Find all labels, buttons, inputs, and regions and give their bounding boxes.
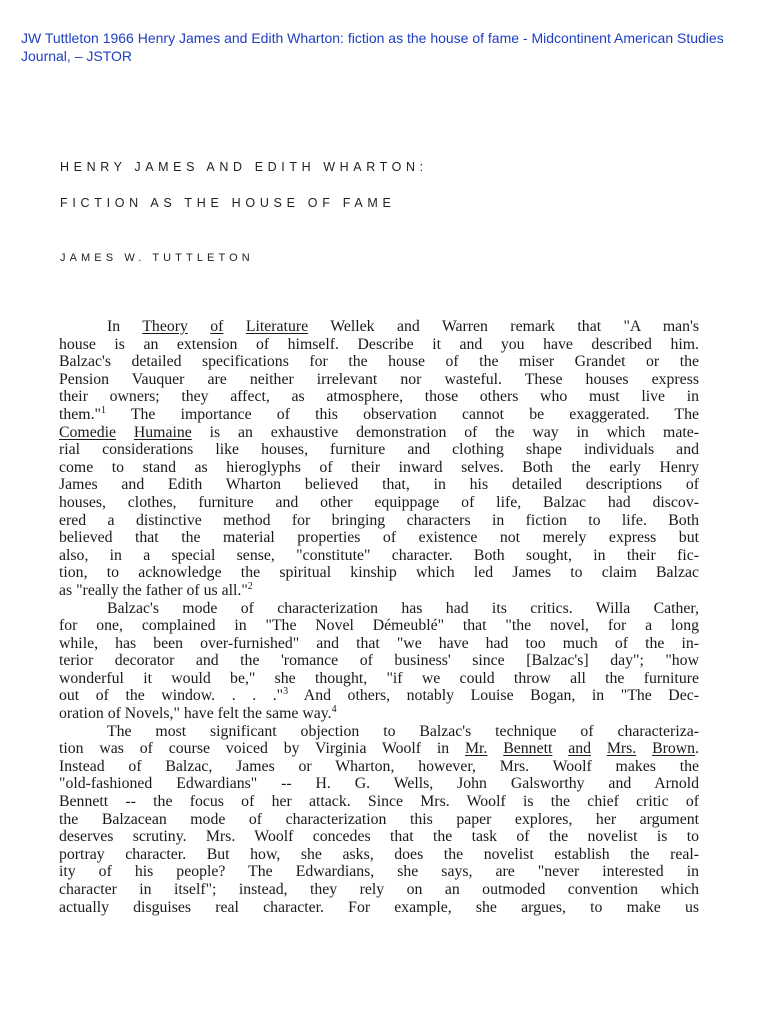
body-line: oration of Novels," have felt the same way.$^4$ [59,704,337,723]
body-line: wonderful it would be," she thought, "if we could throw all the furniture [59,669,699,687]
body-line: James and Edith Wharton believed that, in his detailed descriptions of [59,476,699,494]
article-title-line-2: FICTION AS THE HOUSE OF FAME [60,196,396,210]
body-line: them."$^1$ The importance of this observation cannot be exaggerated. The [59,404,699,423]
body-line: while, has been over-furnished" and that "we have had too much of the in- [59,634,699,652]
footnote-marker: 1 [100,404,106,416]
body-line: portray character. But how, she asks, does the novelist establish the real- [59,845,699,863]
footnote-marker: 4 [331,704,337,716]
footnote-marker: 2 [247,580,253,592]
article-title-line-1: HENRY JAMES AND EDITH WHARTON: [60,160,428,174]
body-line: terior decorator and the 'romance of business' since [Balzac's] day"; "how [59,652,699,670]
body-line: Bennett -- the focus of her attack. Since Mrs. Woolf is the chief critic of [59,793,699,811]
body-line: Balzac's detailed specifications for the house of the miser Grandet or the [59,353,699,371]
article-body [59,318,699,916]
body-line: come to stand as hieroglyphs of their inward selves. Both the early Henry [59,458,699,476]
book-title: Comedie [59,423,117,441]
body-line: In Theory of Literature Wellek and Warren remark that "A man's [107,318,700,335]
body-line: The most significant objection to Balzac's technique of characteriza- [107,722,699,740]
book-title: Theory [142,318,188,335]
body-line: as "really the father of us all."$^2$ [59,580,253,599]
body-line: the Balzacean mode of characterization this paper explores, her argument [59,810,699,828]
body-line: ity of his people? The Edwardians, she says, are "never interested in [59,863,699,881]
body-line: also, in a special sense, "constitute" character. Both sought, in their fic- [59,546,699,564]
body-line: tion was of course voiced by Virginia Woolf in Mr. Bennett and Mrs. Brown. [59,740,700,758]
body-line: actually disguises real character. For example, she argues, to make us [59,898,699,916]
article-author: JAMES W. TUTTLETON [60,252,254,264]
footnote-marker: 3 [283,686,289,698]
body-line: tion, to acknowledge the spiritual kinship which led James to claim Balzac [59,564,699,582]
body-line: Balzac's mode of characterization has had its critics. Willa Cather, [107,599,699,617]
citation-link[interactable] [21,29,756,65]
body-line: houses, clothes, furniture and other equippage of life, Balzac had discov- [59,493,699,511]
body-line: character in itself"; instead, they rely on an outmoded convention which [59,881,699,898]
body-line: "old-fashioned Edwardians" -- H. G. Wells, John Galsworthy and Arnold [59,775,699,793]
body-line: ered a distinctive method for bringing characters in fiction to life. Both [59,511,699,529]
body-line: believed that the material properties of existence not merely express but [59,529,699,547]
citation-text[interactable]: JW Tuttleton 1966 Henry James and Edith Wharton: fiction as the house of fame - Midcontinent American Studies Journal, – JSTOR [21,30,724,64]
body-line: Pension Vauquer are neither irrelevant nor wasteful. These houses express [59,370,699,388]
body-line: out of the window. . . ."$^3$ And others, notably Louise Bogan, in "The Dec- [59,686,699,705]
body-line: for one, complained in "The Novel Démeublé" that "the novel, for a long [59,617,699,635]
body-line: rial considerations like houses, furniture and clothing shape individuals and [59,441,699,459]
body-line: Comedie Humaine is an exhaustive demonstration of the way in which mate- [59,423,699,441]
book-title: Mr. [465,740,488,758]
body-line: Instead of Balzac, James or Wharton, however, Mrs. Woolf makes the [59,757,699,775]
body-line: house is an extension of himself. Describe it and you have described him. [59,335,699,353]
body-line: deserves scrutiny. Mrs. Woolf concedes that the task of the novelist is to [59,828,699,846]
body-line: their owners; they affect, as atmosphere, those others who must live in [59,388,699,406]
